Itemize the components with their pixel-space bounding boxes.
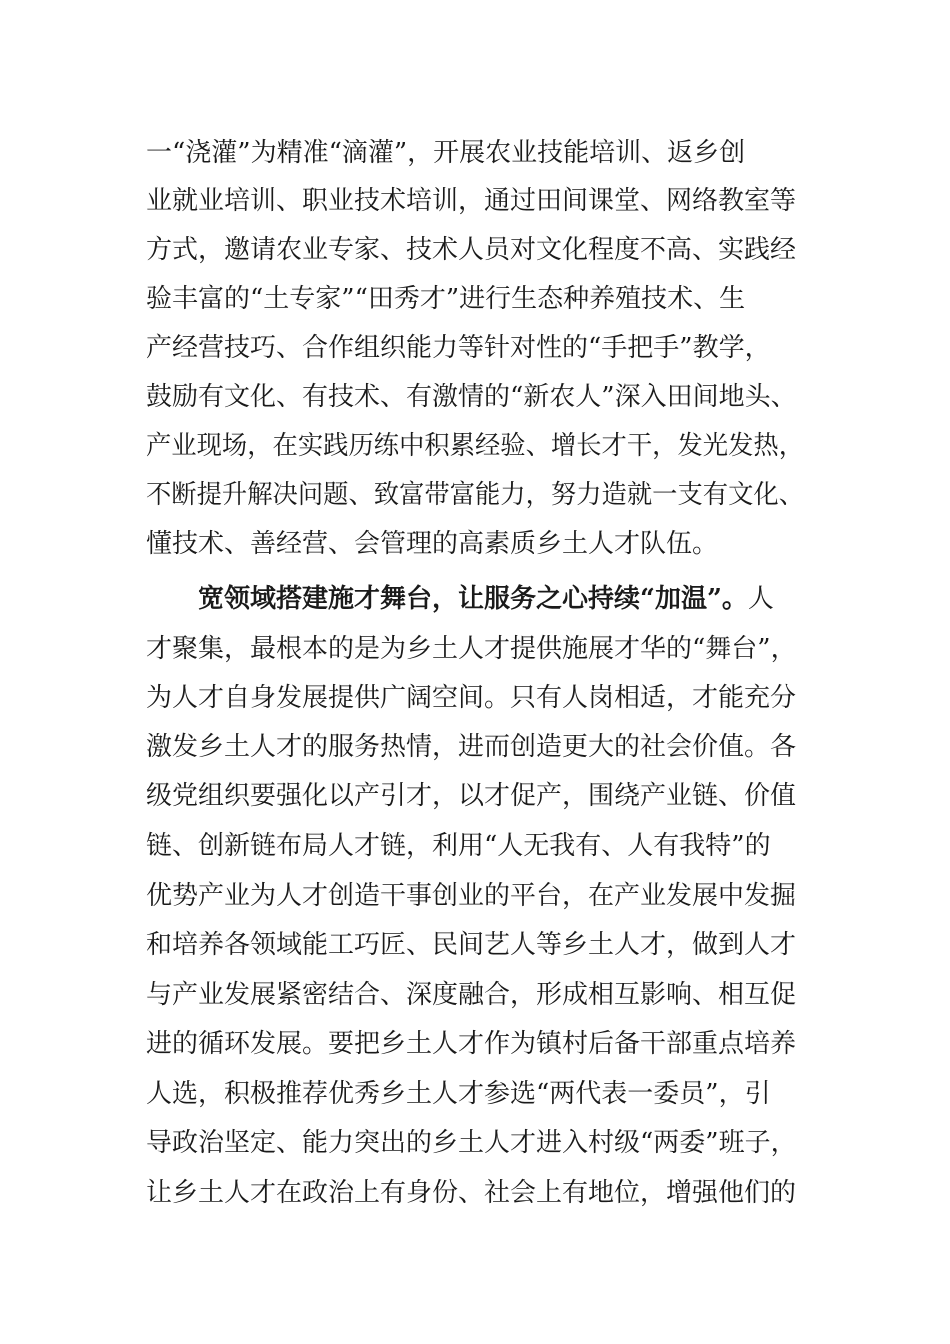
text-line	[0, 225, 950, 275]
text-line	[0, 624, 950, 674]
paragraph-heading-wrap	[198, 574, 774, 624]
text-line-content: 为人才自身发展提供广阔空间。只有人岗相适，才能充分	[146, 683, 797, 713]
text-line	[0, 1019, 950, 1069]
text-line	[0, 470, 950, 520]
text-line	[0, 519, 950, 569]
text-line	[0, 970, 950, 1020]
text-line	[0, 323, 950, 373]
text-line	[0, 176, 950, 226]
text-line-content: 导政治坚定、能力突出的乡土人才进入村级“两委”班子，	[146, 1128, 797, 1158]
text-line-content: 让乡土人才在政治上有身份、社会上有地位，增强他们的	[146, 1178, 797, 1208]
text-line-content: 激发乡土人才的服务热情，进而创造更大的社会价值。各	[146, 732, 797, 762]
text-line-content: 优势产业为人才创造干事创业的平台，在产业发展中发掘	[146, 881, 797, 911]
text-line	[0, 871, 950, 921]
text-line	[0, 421, 950, 471]
text-line-content: 懂技术、善经营、会管理的高素质乡土人才队伍。	[146, 529, 719, 559]
paragraph-heading-line	[0, 574, 950, 624]
text-line	[0, 722, 950, 772]
text-line	[0, 372, 950, 422]
text-line	[0, 920, 950, 970]
text-line	[0, 821, 950, 871]
text-line	[0, 771, 950, 821]
text-line-content: 才聚集，最根本的是为乡土人才提供施展才华的“舞台”，	[146, 634, 797, 664]
text-line	[0, 673, 950, 723]
text-line-content: 人选，积极推荐优秀乡土人才参选“两代表一委员”，引	[146, 1079, 771, 1109]
text-line-content: 一“浇灌”为精准“滴灌”，开展农业技能培训、返乡创	[146, 138, 746, 168]
text-line-content: 进的循环发展。要把乡土人才作为镇村后备干部重点培养	[146, 1029, 797, 1059]
text-line-content: 业就业培训、职业技术培训，通过田间课堂、网络教室等	[146, 186, 797, 216]
text-line	[0, 1168, 950, 1218]
text-line	[0, 1069, 950, 1119]
text-line-content: 产经营技巧、合作组织能力等针对性的“手把手”教学，	[146, 333, 771, 363]
paragraph-heading: 宽领域搭建施才舞台，让服务之心持续“加温”。	[198, 584, 748, 614]
text-line-content: 和培养各领域能工巧匠、民间艺人等乡土人才，做到人才	[146, 930, 797, 960]
paragraph-heading-tail: 人	[747, 584, 774, 614]
text-line-content: 验丰富的“土专家”“田秀才”进行生态种养殖技术、生	[146, 284, 746, 314]
text-line-content: 级党组织要强化以产引才，以才促产，围绕产业链、价值	[146, 781, 797, 811]
text-line-content: 产业现场，在实践历练中积累经验、增长才干，发光发热，	[146, 431, 805, 461]
text-line-content: 不断提升解决问题、致富带富能力，努力造就一支有文化、	[146, 480, 805, 510]
text-line	[0, 1118, 950, 1168]
text-line	[0, 274, 950, 324]
text-line	[0, 128, 950, 178]
text-line-content: 鼓励有文化、有技术、有激情的“新农人”深入田间地头、	[146, 382, 797, 412]
text-line-content: 方式，邀请农业专家、技术人员对文化程度不高、实践经	[146, 235, 797, 265]
text-line-content: 链、创新链布局人才链，利用“人无我有、人有我特”的	[146, 831, 771, 861]
text-line-content: 与产业发展紧密结合、深度融合，形成相互影响、相互促	[146, 980, 797, 1010]
